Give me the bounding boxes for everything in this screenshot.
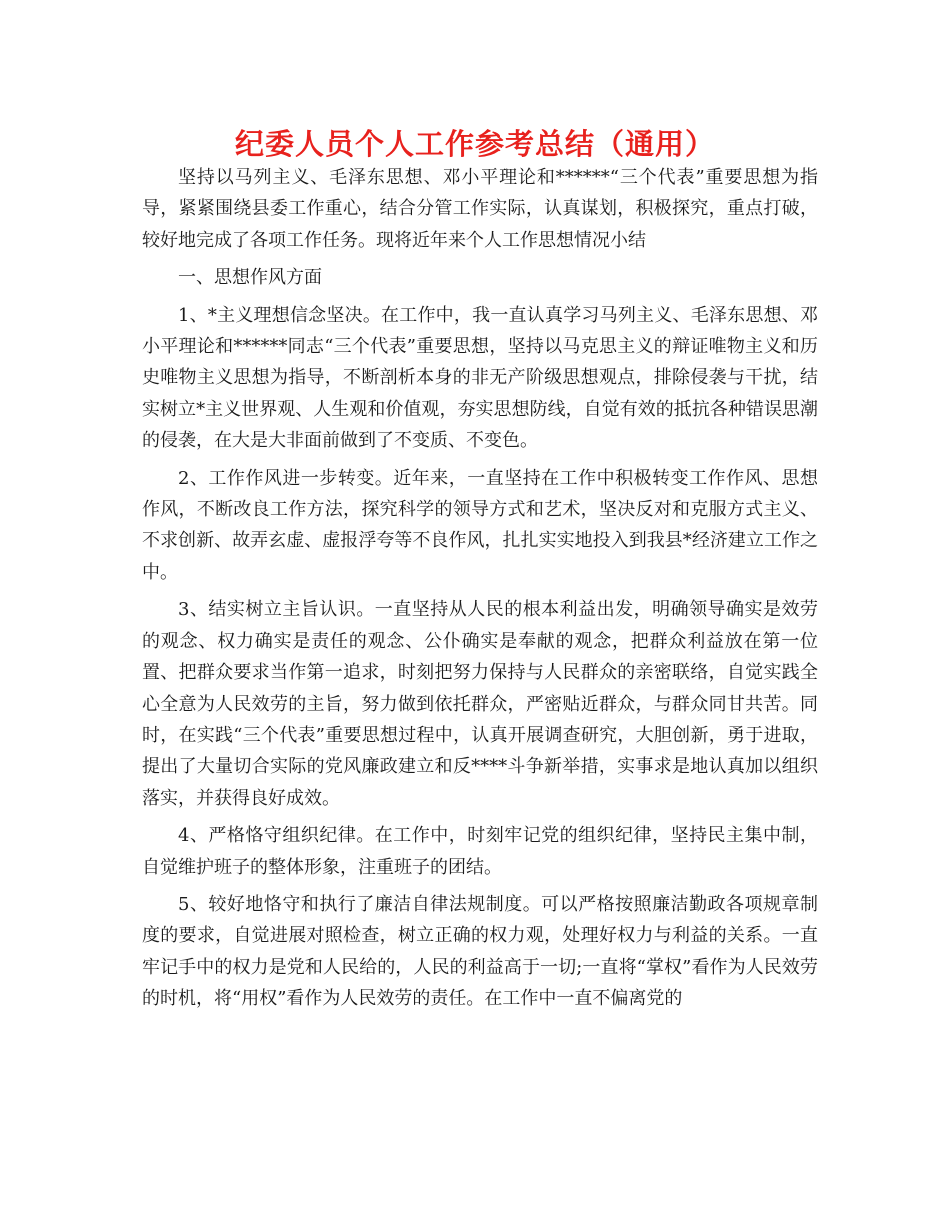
body-paragraph-1: 1、*主义理想信念坚决。在工作中，我一直认真学习马列主义、毛泽东思想、邓小平理论和******同志“三个代表”重要思想，坚持以马克思主义的辩证唯物主义和历史唯物主义思想为指导，不断剖析本身的非无产阶级思想观点，排除侵袭与干扰，结实树立*主义世界观、人生观和价值观，夯实思想防线，自觉有效的抵抗各种错误思潮的侵袭，在大是大非面前做到了不变质、不变色。 bbox=[142, 304, 818, 452]
document-body bbox=[142, 162, 818, 1021]
document-title: 纪委人员个人工作参考总结（通用） bbox=[234, 127, 715, 161]
body-paragraph-5: 5、较好地恪守和执行了廉洁自律法规制度。可以严格按照廉洁勤政各项规章制度的要求，自觉进展对照检查，树立正确的权力观，处理好权力与利益的关系。一直牢记手中的权力是党和人民给的，人民的利益高于一切;一直将“掌权”看作为人民效劳的时机，将“用权”看作为人民效劳的责任。在工作中一直不偏离党的 bbox=[142, 893, 818, 1010]
body-paragraph-3: 3、结实树立主旨认识。一直坚持从人民的根本利益出发，明确领导确实是效劳的观念、权力确实是责任的观念、公仆确实是奉献的观念，把群众利益放在第一位置、把群众要求当作第一追求，时刻把努力保持与人民群众的亲密联络，自觉实践全心全意为人民效劳的主旨，努力做到依托群众，严密贴近群众，与群众同甘共苦。同时，在实践“三个代表”重要思想过程中，认真开展调查研究，大胆创新，勇于进取，提出了大量切合实际的党风廉政建立和反****斗争新举措，实事求是地认真加以组织落实，并获得良好成效。 bbox=[142, 599, 818, 809]
body-paragraph-2: 2、工作作风进一步转变。近年来，一直坚持在工作中积极转变工作作风、思想作风，不断改良工作方法，探究科学的领导方式和艺术，坚决反对和克服方式主义、不求创新、故弄玄虚、虚报浮夸等不良作风，扎扎实实地投入到我县*经济建立工作之中。 bbox=[142, 467, 818, 583]
intro-paragraph: 坚持以马列主义、毛泽东思想、邓小平理论和******“三个代表”重要思想为指导，紧紧围绕县委工作重心，结合分管工作实际，认真谋划，积极探究，重点打破，较好地完成了各项工作任务。现将近年来个人工作思想情况小结 bbox=[142, 167, 818, 251]
body-paragraph-4: 4、严格恪守组织纪律。在工作中，时刻牢记党的组织纪律，坚持民主集中制，自觉维护班子的整体形象，注重班子的团结。 bbox=[142, 825, 818, 878]
section-heading: 一、思想作风方面 bbox=[178, 267, 322, 289]
